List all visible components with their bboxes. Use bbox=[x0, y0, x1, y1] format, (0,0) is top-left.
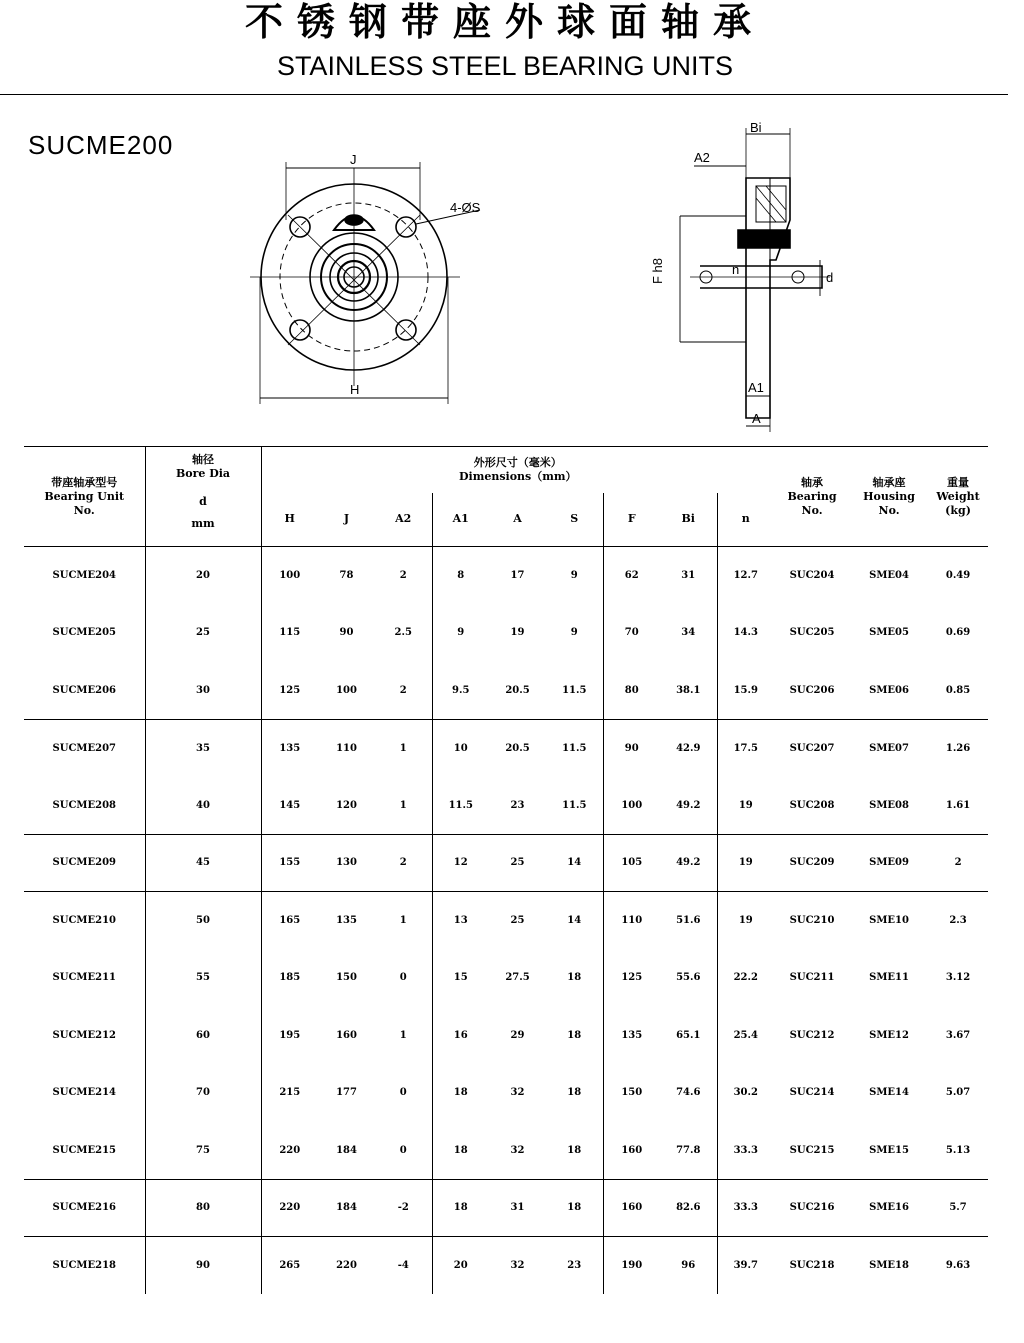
label-A2: A2 bbox=[694, 150, 710, 165]
cell-housing-no: SME18 bbox=[850, 1237, 928, 1295]
cell-unit-no: SUCME208 bbox=[52, 799, 116, 811]
cell-bore-dia: 60 bbox=[145, 1007, 261, 1065]
cell-dim-A: 25 bbox=[489, 892, 546, 950]
cell-dim-S: 14 bbox=[546, 892, 603, 950]
title-chinese: 不锈钢带座外球面轴承 bbox=[244, 0, 765, 44]
cell-dim-n: 25.4 bbox=[717, 1007, 774, 1065]
cell-bore-dia: 50 bbox=[145, 892, 261, 950]
cell-bore-dia: 70 bbox=[145, 1064, 261, 1122]
cell-dim-A: 20.5 bbox=[505, 684, 530, 696]
cell-bearing-no: SUC211 bbox=[789, 972, 835, 984]
header-dim-col: Bi bbox=[660, 493, 717, 547]
cell-housing-no: SME08 bbox=[869, 799, 909, 811]
cell-unit-no: SUCME206 bbox=[52, 684, 116, 696]
cell-dim-n: 39.7 bbox=[717, 1237, 774, 1295]
cell-weight: 2.3 bbox=[928, 892, 988, 950]
cell-dim-S: 18 bbox=[567, 1087, 582, 1099]
header-housing-no: No. bbox=[878, 503, 900, 517]
cell-dim-H: 100 bbox=[261, 547, 318, 605]
cell-bore-dia: 35 bbox=[145, 719, 261, 777]
cell-dim-Bi: 82.6 bbox=[660, 1179, 717, 1237]
cell-dim-n: 33.3 bbox=[717, 1179, 774, 1237]
header-dim-col: n bbox=[717, 493, 774, 547]
cell-dim-A2: 1 bbox=[399, 799, 407, 811]
header-housing-en: Housing bbox=[863, 489, 915, 503]
cell-dim-A: 31 bbox=[489, 1179, 546, 1237]
cell-dim-A: 20.5 bbox=[489, 719, 546, 777]
cell-dim-A: 32 bbox=[510, 1087, 525, 1099]
cell-dim-Bi: 49.2 bbox=[676, 799, 701, 811]
cell-weight: 5.13 bbox=[945, 1144, 971, 1156]
cell-unit-no: SUCME210 bbox=[24, 892, 145, 950]
header-weight bbox=[928, 447, 988, 547]
cell-bearing-no: SUC210 bbox=[774, 892, 850, 950]
header-bearing bbox=[774, 447, 850, 547]
cell-weight: 1.26 bbox=[928, 719, 988, 777]
header-bore-unit: mm bbox=[191, 517, 215, 530]
header-dims-en: Dimensions（mm） bbox=[459, 469, 577, 483]
label-J: J bbox=[350, 152, 357, 167]
cell-dim-H: 185 bbox=[261, 949, 318, 1007]
cell-dim-A2: -4 bbox=[375, 1237, 432, 1295]
cell-dim-A: 29 bbox=[510, 1029, 525, 1041]
cell-dim-S: 11.5 bbox=[546, 719, 603, 777]
cell-weight: 3.67 bbox=[945, 1029, 971, 1041]
header-weight-en: Weight bbox=[936, 489, 980, 503]
cell-bearing-no: SUC215 bbox=[789, 1144, 835, 1156]
cell-dim-A: 32 bbox=[510, 1144, 525, 1156]
cell-dim-A1: 16 bbox=[432, 1007, 489, 1065]
bolt-hole bbox=[290, 320, 310, 340]
cell-dim-n: 30.2 bbox=[717, 1064, 774, 1122]
cell-dim-J: 184 bbox=[336, 1144, 357, 1156]
cell-dim-H: 135 bbox=[261, 719, 318, 777]
cell-unit-no: SUCME214 bbox=[52, 1087, 116, 1099]
cell-dim-Bi: 34 bbox=[681, 627, 696, 639]
cell-dim-F: 125 bbox=[603, 949, 660, 1007]
cell-housing-no: SME11 bbox=[869, 972, 909, 984]
cell-dim-S: 14 bbox=[546, 834, 603, 892]
table-row bbox=[24, 1007, 988, 1065]
cell-dim-S: 18 bbox=[567, 1144, 582, 1156]
table-row bbox=[24, 1064, 988, 1122]
cell-dim-n: 12.7 bbox=[717, 547, 774, 605]
cell-dim-Bi: 77.8 bbox=[676, 1144, 701, 1156]
cell-dim-F: 190 bbox=[603, 1237, 660, 1295]
cell-dim-J: 177 bbox=[336, 1087, 357, 1099]
cell-dim-Bi: 51.6 bbox=[660, 892, 717, 950]
cell-unit-no: SUCME215 bbox=[52, 1144, 116, 1156]
table-row bbox=[24, 892, 988, 950]
cell-dim-n: 17.5 bbox=[717, 719, 774, 777]
cell-unit-no: SUCME212 bbox=[52, 1029, 116, 1041]
cell-bearing-no: SUC212 bbox=[789, 1029, 835, 1041]
cell-dim-A2: 0 bbox=[399, 1087, 407, 1099]
front-view-drawing bbox=[250, 150, 510, 412]
spec-table bbox=[24, 446, 988, 1294]
cell-dim-Bi: 31 bbox=[681, 570, 696, 581]
cell-dim-H: 220 bbox=[261, 1179, 318, 1237]
cell-dim-F: 90 bbox=[603, 719, 660, 777]
header-dim-col: F bbox=[603, 493, 660, 547]
cell-bearing-no: SUC216 bbox=[774, 1179, 850, 1237]
cell-bore-dia: 20 bbox=[145, 547, 261, 605]
cell-dim-H: 165 bbox=[261, 892, 318, 950]
cell-dim-J: 150 bbox=[336, 972, 357, 984]
table-row bbox=[24, 1179, 988, 1237]
cell-bore-dia: 45 bbox=[145, 834, 261, 892]
cell-unit-no: SUCME218 bbox=[24, 1237, 145, 1295]
cell-dim-A: 23 bbox=[510, 799, 525, 811]
cell-dim-Bi: 49.2 bbox=[660, 834, 717, 892]
title-english: STAINLESS STEEL BEARING UNITS bbox=[276, 51, 734, 81]
cell-unit-no: SUCME211 bbox=[52, 972, 116, 984]
cell-dim-F: 80 bbox=[603, 662, 660, 720]
cell-weight: 2 bbox=[928, 834, 988, 892]
cell-dim-J: 160 bbox=[336, 1029, 357, 1041]
cell-dim-A1: 15 bbox=[432, 949, 489, 1007]
series-name: SUCME200 bbox=[28, 130, 174, 160]
header-bearing-en: Bearing bbox=[787, 489, 837, 503]
cell-housing-no: SME07 bbox=[850, 719, 928, 777]
header-bore-en: Bore Dia bbox=[175, 467, 231, 480]
cell-dim-Bi: 55.6 bbox=[676, 972, 701, 984]
label-d: d bbox=[826, 270, 834, 285]
cell-dim-A2: 2 bbox=[375, 834, 432, 892]
header-unit-cn: 带座轴承型号 bbox=[51, 475, 118, 489]
cell-unit-no: SUCME209 bbox=[24, 834, 145, 892]
cell-dim-J: 78 bbox=[339, 570, 354, 581]
cell-dim-A1: 18 bbox=[432, 1179, 489, 1237]
cell-dim-J: 120 bbox=[336, 799, 357, 811]
cell-dim-A1: 9 bbox=[432, 604, 489, 662]
cell-dim-A2: 1 bbox=[399, 1029, 407, 1041]
cell-unit-no: SUCME205 bbox=[52, 627, 116, 639]
label-F: F h8 bbox=[650, 257, 665, 284]
label-A1: A1 bbox=[748, 380, 764, 395]
cell-bearing-no: SUC204 bbox=[789, 570, 835, 581]
cell-dim-H: 115 bbox=[261, 604, 318, 662]
cell-dim-H: 125 bbox=[261, 662, 318, 720]
header-bore-cn: 轴径 bbox=[192, 453, 214, 466]
cell-dim-F: 105 bbox=[603, 834, 660, 892]
cell-weight: 5.07 bbox=[945, 1087, 971, 1099]
cell-weight: 0.85 bbox=[945, 684, 971, 696]
cell-dim-A2: 0 bbox=[399, 1144, 407, 1156]
cell-dim-A: 32 bbox=[489, 1237, 546, 1295]
cell-dim-n: 22.2 bbox=[717, 949, 774, 1007]
cell-dim-F: 160 bbox=[603, 1179, 660, 1237]
cell-dim-H: 215 bbox=[261, 1064, 318, 1122]
cell-dim-F: 160 bbox=[603, 1122, 660, 1180]
cell-dim-A1: 20 bbox=[432, 1237, 489, 1295]
header-unit-no: No. bbox=[73, 503, 95, 517]
header-bore bbox=[145, 447, 261, 547]
cell-dim-A: 27.5 bbox=[505, 972, 530, 984]
cell-dim-A1: 18 bbox=[432, 1064, 489, 1122]
cell-weight: 1.61 bbox=[945, 799, 971, 811]
title-divider bbox=[0, 94, 1008, 95]
cell-dim-A1: 10 bbox=[432, 719, 489, 777]
header-dim-col: A1 bbox=[432, 493, 489, 547]
cell-weight: 0.49 bbox=[945, 570, 971, 581]
header-dim-col: A2 bbox=[375, 493, 432, 547]
header-dims-cn: 外形尺寸（毫米） bbox=[473, 455, 562, 469]
cell-dim-A: 19 bbox=[510, 627, 525, 639]
cell-dim-J: 135 bbox=[318, 892, 375, 950]
header-unit-en: Bearing Unit bbox=[44, 489, 125, 503]
header-housing bbox=[850, 447, 928, 547]
header-bearing-no: No. bbox=[801, 503, 823, 517]
cell-dim-A1: 13 bbox=[432, 892, 489, 950]
cell-dim-J: 130 bbox=[318, 834, 375, 892]
cell-weight: 9.63 bbox=[928, 1237, 988, 1295]
cell-housing-no: SME10 bbox=[850, 892, 928, 950]
cell-bearing-no: SUC218 bbox=[774, 1237, 850, 1295]
cell-bearing-no: SUC205 bbox=[789, 627, 835, 639]
header-dim-col: H bbox=[261, 493, 318, 547]
cell-bore-dia: 80 bbox=[145, 1179, 261, 1237]
cell-bore-dia: 55 bbox=[145, 949, 261, 1007]
bolt-hole bbox=[396, 217, 416, 237]
cell-bearing-no: SUC214 bbox=[789, 1087, 835, 1099]
cell-bore-dia: 40 bbox=[145, 777, 261, 835]
cell-weight: 3.12 bbox=[945, 972, 971, 984]
header-housing-cn: 轴承座 bbox=[872, 475, 906, 489]
cell-dim-H: 145 bbox=[261, 777, 318, 835]
cell-dim-H: 155 bbox=[261, 834, 318, 892]
table-row bbox=[24, 719, 988, 777]
cell-dim-A2: 1 bbox=[375, 719, 432, 777]
cell-housing-no: SME16 bbox=[850, 1179, 928, 1237]
cell-dim-A2: 1 bbox=[375, 892, 432, 950]
label-A: A bbox=[752, 411, 761, 426]
table-row bbox=[24, 777, 988, 835]
cell-dim-A1: 9.5 bbox=[432, 662, 489, 720]
cell-dim-S: 18 bbox=[567, 1029, 582, 1041]
cell-dim-A2: 2 bbox=[399, 570, 407, 581]
cell-dim-Bi: 96 bbox=[660, 1237, 717, 1295]
table-row bbox=[24, 547, 988, 605]
header-dim-col: S bbox=[546, 493, 603, 547]
cell-dim-A1: 11.5 bbox=[432, 777, 489, 835]
cell-dim-H: 220 bbox=[261, 1122, 318, 1180]
bolt-hole bbox=[396, 320, 416, 340]
table-row bbox=[24, 604, 988, 662]
cell-weight: 5.7 bbox=[928, 1179, 988, 1237]
cell-housing-no: SME05 bbox=[869, 627, 909, 639]
cell-dim-A: 17 bbox=[510, 570, 525, 581]
header-dim-col: A bbox=[489, 493, 546, 547]
cell-dim-Bi: 74.6 bbox=[676, 1087, 701, 1099]
cell-bore-dia: 30 bbox=[145, 662, 261, 720]
cell-dim-A1: 8 bbox=[432, 547, 489, 605]
table-row bbox=[24, 1122, 988, 1180]
cell-dim-J: 184 bbox=[318, 1179, 375, 1237]
cell-housing-no: SME12 bbox=[869, 1029, 909, 1041]
cell-dim-F: 62 bbox=[603, 547, 660, 605]
table-row bbox=[24, 662, 988, 720]
cell-bearing-no: SUC208 bbox=[789, 799, 835, 811]
cell-dim-n: 33.3 bbox=[717, 1122, 774, 1180]
cell-dim-S: 18 bbox=[567, 972, 582, 984]
cell-dim-S: 11.5 bbox=[562, 684, 587, 696]
cell-dim-Bi: 42.9 bbox=[660, 719, 717, 777]
cell-dim-F: 135 bbox=[603, 1007, 660, 1065]
header-weight-unit: (kg) bbox=[945, 503, 971, 517]
cell-weight: 0.69 bbox=[945, 627, 971, 639]
cell-housing-no: SME15 bbox=[869, 1144, 909, 1156]
cell-bore-dia: 90 bbox=[145, 1237, 261, 1295]
cell-dim-n: 19 bbox=[717, 892, 774, 950]
cell-dim-J: 90 bbox=[339, 627, 354, 639]
cell-dim-S: 9 bbox=[570, 570, 578, 581]
header-unit bbox=[24, 447, 145, 547]
cell-dim-A2: 0 bbox=[399, 972, 407, 984]
cell-dim-S: 23 bbox=[546, 1237, 603, 1295]
cell-dim-n: 14.3 bbox=[717, 604, 774, 662]
label-S: 4-ØS bbox=[450, 200, 481, 215]
cell-dim-J: 110 bbox=[318, 719, 375, 777]
header-bearing-cn: 轴承 bbox=[801, 475, 824, 489]
cell-dim-J: 220 bbox=[318, 1237, 375, 1295]
cell-housing-no: SME04 bbox=[869, 570, 909, 581]
cell-housing-no: SME06 bbox=[869, 684, 909, 696]
cell-bore-dia: 75 bbox=[145, 1122, 261, 1180]
table-row bbox=[24, 1237, 988, 1295]
cell-dim-n: 19 bbox=[717, 834, 774, 892]
cell-housing-no: SME14 bbox=[869, 1087, 909, 1099]
cell-bearing-no: SUC209 bbox=[774, 834, 850, 892]
cell-dim-n: 15.9 bbox=[717, 662, 774, 720]
cell-dim-F: 70 bbox=[603, 604, 660, 662]
cell-dim-Bi: 65.1 bbox=[676, 1029, 701, 1041]
cell-unit-no: SUCME207 bbox=[24, 719, 145, 777]
cell-dim-A2: 2 bbox=[399, 684, 407, 696]
header-dim-col: J bbox=[318, 493, 375, 547]
table-row bbox=[24, 949, 988, 1007]
cell-dim-S: 18 bbox=[546, 1179, 603, 1237]
side-view-drawing bbox=[650, 120, 840, 436]
cell-dim-n: 19 bbox=[717, 777, 774, 835]
cell-unit-no: SUCME216 bbox=[24, 1179, 145, 1237]
cell-dim-A2: -2 bbox=[375, 1179, 432, 1237]
header-weight-cn: 重量 bbox=[947, 475, 970, 489]
cell-dim-S: 11.5 bbox=[562, 799, 587, 811]
table-row bbox=[24, 834, 988, 892]
cell-bearing-no: SUC206 bbox=[789, 684, 835, 696]
cell-dim-S: 9 bbox=[570, 627, 578, 639]
cell-dim-H: 265 bbox=[261, 1237, 318, 1295]
label-Bi: Bi bbox=[750, 120, 762, 135]
cell-dim-F: 110 bbox=[603, 892, 660, 950]
header-bore-d: d bbox=[199, 495, 207, 508]
cell-dim-A1: 18 bbox=[432, 1122, 489, 1180]
label-H: H bbox=[350, 382, 360, 397]
cell-housing-no: SME09 bbox=[850, 834, 928, 892]
table-body bbox=[24, 547, 988, 1295]
cell-dim-H: 195 bbox=[261, 1007, 318, 1065]
label-n: n bbox=[732, 262, 740, 277]
cell-dim-F: 100 bbox=[603, 777, 660, 835]
cell-bearing-no: SUC207 bbox=[774, 719, 850, 777]
cell-dim-A: 25 bbox=[489, 834, 546, 892]
cell-dim-A1: 12 bbox=[432, 834, 489, 892]
header-dimensions bbox=[261, 447, 774, 493]
cell-unit-no: SUCME204 bbox=[52, 570, 116, 581]
cell-bore-dia: 25 bbox=[145, 604, 261, 662]
cell-dim-J: 100 bbox=[336, 684, 357, 696]
cell-dim-F: 150 bbox=[603, 1064, 660, 1122]
cell-dim-A2: 2.5 bbox=[394, 627, 412, 639]
cell-dim-Bi: 38.1 bbox=[676, 684, 701, 696]
